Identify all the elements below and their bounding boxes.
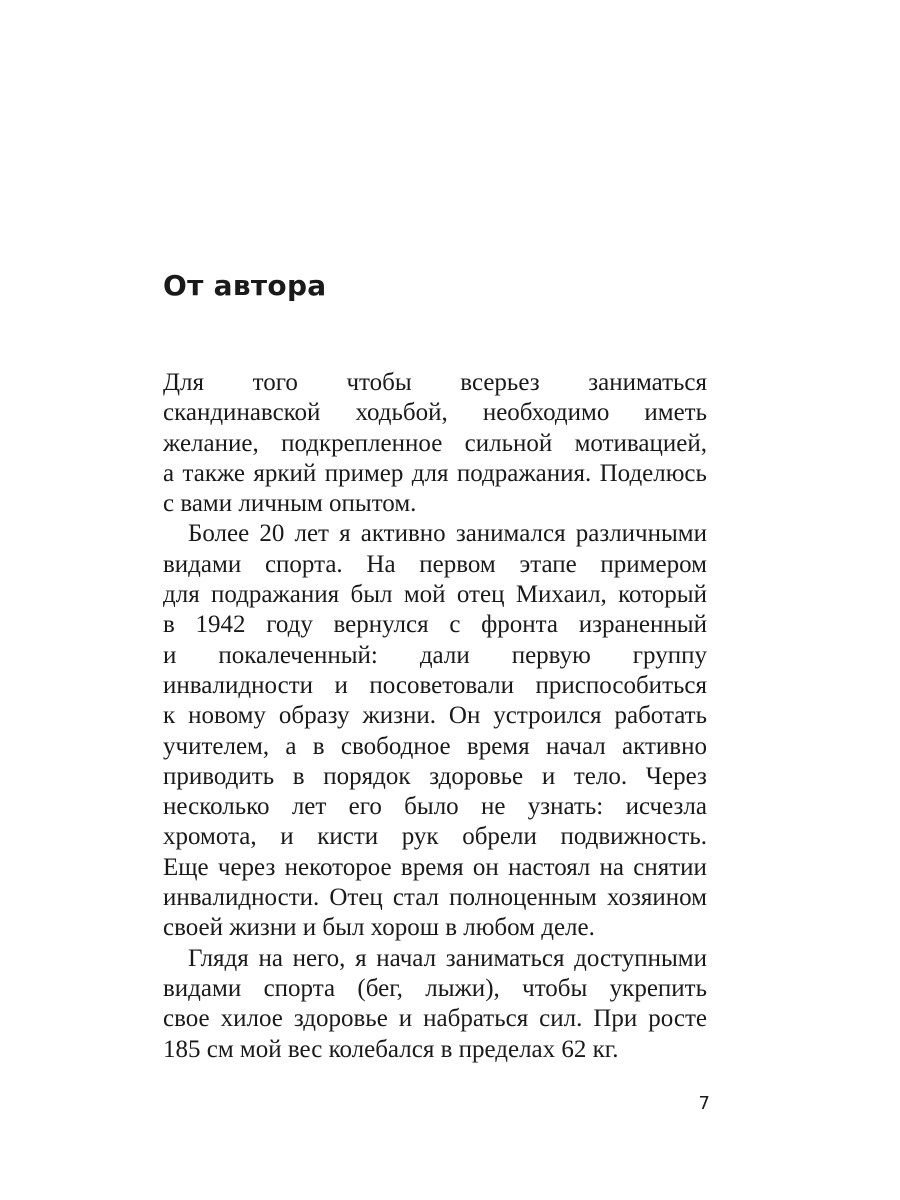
text-line: с вами личным опытом. <box>163 490 417 518</box>
text-line: Еще через некоторое время он настоял на снятии <box>163 853 707 881</box>
text-line: Более 20 лет я активно занимался различными <box>188 520 707 548</box>
text-line: Глядя на него, я начал заниматься доступными <box>188 944 707 972</box>
text-line: инвалидности. Отец стал полноценным хозяином <box>163 884 707 912</box>
chapter-title: От автора <box>163 269 327 302</box>
text-line: несколько лет его было не узнать: исчезла <box>163 793 707 821</box>
body-text <box>163 368 707 1065</box>
text-line: инвалидности и посоветовали приспособиться <box>163 671 707 699</box>
text-line: желание, подкрепленное сильной мотивацией, <box>163 429 707 457</box>
text-line: скандинавской ходьбой, необходимо иметь <box>163 399 707 427</box>
text-line: свое хилое здоровье и набраться сил. При росте <box>163 1005 707 1033</box>
text-line: для подражания был мой отец Михаил, который <box>163 581 707 609</box>
text-line: приводить в порядок здоровье и тело. Через <box>163 762 707 790</box>
page-number: 7 <box>698 1093 710 1114</box>
text-line: видами спорта (бег, лыжи), чтобы укрепить <box>163 974 707 1002</box>
text-line: 185 см мой вес колебался в пределах 62 кг. <box>163 1035 619 1063</box>
text-line: своей жизни и был хорош в любом деле. <box>163 914 595 942</box>
text-line: в 1942 году вернулся с фронта израненный <box>163 611 707 639</box>
text-line: учителем, а в свободное время начал активно <box>163 732 707 760</box>
text-line: хромота, и кисти рук обрели подвижность. <box>163 823 707 851</box>
text-line: к новому образу жизни. Он устроился работать <box>163 702 707 730</box>
text-line: а также яркий пример для подражания. Поделюсь <box>163 459 707 487</box>
text-line: видами спорта. На первом этапе примером <box>163 550 707 578</box>
text-line: Для того чтобы всерьез заниматься <box>163 369 707 396</box>
text-line: и покалеченный: дали первую группу <box>163 641 707 669</box>
